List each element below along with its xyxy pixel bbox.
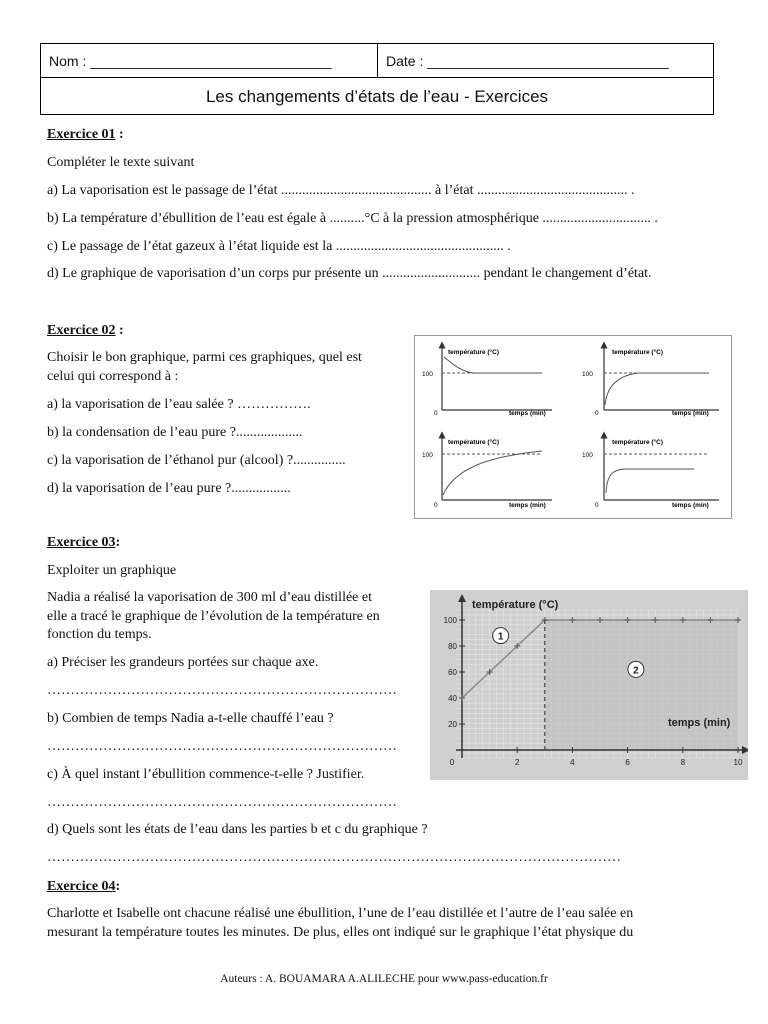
exercise-2-title: Exercice 02 bbox=[47, 323, 116, 338]
x-tick-label: 6 bbox=[625, 758, 630, 767]
panel-border bbox=[415, 336, 732, 519]
exercise-1-d: d) Le graphique de vaporisation d’un corps pur présente un ............................ pendant le changement d’état. bbox=[47, 266, 652, 281]
graph-4-ylabel: température (°C) bbox=[612, 439, 663, 446]
exercise-2-intro-1: Choisir le bon graphique, parmi ces graphiques, quel est bbox=[47, 350, 362, 365]
header-table bbox=[40, 43, 714, 115]
zone-2-shading bbox=[545, 620, 738, 750]
y-tick-label: 20 bbox=[448, 720, 457, 729]
exercise-3-intro: Exploiter un graphique bbox=[47, 563, 177, 578]
exercise-4-heading bbox=[47, 879, 120, 895]
date-field: Date : _______________________________ bbox=[386, 53, 669, 69]
x-tick-label: 8 bbox=[680, 758, 686, 767]
exercise-3-colon: : bbox=[115, 535, 121, 550]
exercise-1-intro: Compléter le texte suivant bbox=[47, 155, 195, 170]
exercise-3-qd-answer: …………………………………………………………………………………………………………… bbox=[47, 850, 621, 865]
graph-4-xlabel: temps (min) bbox=[672, 502, 709, 509]
header-row bbox=[41, 44, 713, 78]
graph-2-100: 100 bbox=[582, 371, 593, 378]
y-tick-label: 80 bbox=[448, 642, 457, 651]
graph-3-zero: 0 bbox=[434, 502, 438, 509]
x-tick-label: 0 bbox=[449, 758, 455, 767]
four-graphs-panel bbox=[414, 335, 732, 519]
graph-2-ylabel: température (°C) bbox=[612, 349, 663, 356]
exercise-3-qa-answer: ………………………………………………………………… bbox=[47, 683, 397, 698]
exercise-4-p1: Charlotte et Isabelle ont chacune réalisé une ébullition, l’une de l’eau distillée et l’autre de l’eau salée en bbox=[47, 906, 634, 921]
exercise-2-a: a) la vaporisation de l’eau salée ? ……………. bbox=[47, 397, 311, 412]
exercise-1-title: Exercice 01 bbox=[47, 127, 116, 142]
annotation-label: 2 bbox=[633, 665, 639, 677]
y-tick-label: 40 bbox=[448, 694, 457, 703]
graph-4-100: 100 bbox=[582, 452, 593, 459]
exercise-3-title: Exercice 03 bbox=[47, 535, 116, 550]
exercise-1-b: b) La température d’ébullition de l’eau est égale à ..........°C à la pression atmosphérique ............................... . bbox=[47, 211, 658, 226]
temperature-chart bbox=[430, 590, 748, 780]
chart-ylabel: température (°C) bbox=[472, 599, 559, 611]
exercise-1-c: c) Le passage de l’état gazeux à l’état liquide est la ................................................ . bbox=[47, 239, 511, 254]
graph-2-zero: 0 bbox=[595, 410, 599, 417]
graph-3-xlabel: temps (min) bbox=[509, 502, 546, 509]
exercise-3-p1: Nadia a réalisé la vaporisation de 300 ml d’eau distillée et bbox=[47, 590, 372, 605]
exercise-3-heading bbox=[47, 535, 120, 551]
exercise-4-title: Exercice 04 bbox=[47, 879, 116, 894]
exercise-2-heading bbox=[47, 323, 124, 339]
graph-4-zero: 0 bbox=[595, 502, 599, 509]
graph-1-100: 100 bbox=[422, 371, 433, 378]
x-tick-label: 10 bbox=[733, 758, 743, 767]
exercise-3-qb-answer: ………………………………………………………………… bbox=[47, 739, 397, 754]
exercise-3-qc: c) À quel instant l’ébullition commence-t-elle ? Justifier. bbox=[47, 767, 365, 782]
exercise-3-p2: elle a tracé le graphique de l’évolution de la température en bbox=[47, 609, 380, 624]
exercise-3-qb: b) Combien de temps Nadia a-t-elle chauffé l’eau ? bbox=[47, 711, 334, 726]
page-title: Les changements d’états de l’eau - Exercices bbox=[205, 87, 549, 106]
exercise-3-qc-answer: ………………………………………………………………… bbox=[47, 795, 397, 810]
graph-3-100: 100 bbox=[422, 452, 433, 459]
exercise-2-b: b) la condensation de l’eau pure ?................... bbox=[47, 425, 303, 440]
x-tick-label: 4 bbox=[570, 758, 575, 767]
exercise-3-p3: fonction du temps. bbox=[47, 627, 152, 642]
graph-1-xlabel: temps (min) bbox=[509, 410, 546, 417]
exercise-3-qa: a) Préciser les grandeurs portées sur chaque axe. bbox=[47, 655, 319, 670]
x-tick-label: 2 bbox=[514, 758, 520, 767]
exercise-3-qd: d) Quels sont les états de l’eau dans les parties b et c du graphique ? bbox=[47, 822, 428, 837]
exercise-2-intro-2: celui qui correspond à : bbox=[47, 369, 179, 384]
exercise-4-p2: mesurant la température toutes les minutes. De plus, elles ont indiqué sur le graphique l’état physique du bbox=[47, 925, 634, 940]
footer-credits: Auteurs : A. BOUAMARA A.ALILECHE pour www.pass-education.fr bbox=[220, 973, 548, 985]
exercise-2-c: c) la vaporisation de l’éthanol pur (alcool) ?............... bbox=[47, 453, 346, 468]
y-tick-label: 100 bbox=[443, 616, 457, 625]
exercise-1-heading bbox=[47, 127, 124, 143]
graph-3-ylabel: température (°C) bbox=[448, 439, 499, 446]
exercise-2-colon: : bbox=[115, 323, 124, 338]
exercise-1-colon: : bbox=[115, 127, 124, 142]
graph-1-ylabel: température (°C) bbox=[448, 349, 499, 356]
exercise-1-a: a) La vaporisation est le passage de l’état ........................................... à l’état ........................................... . bbox=[47, 183, 635, 198]
y-tick-label: 60 bbox=[448, 668, 457, 677]
exercise-2-d: d) la vaporisation de l’eau pure ?................. bbox=[47, 481, 291, 496]
exercise-4-colon: : bbox=[115, 879, 121, 894]
graph-2-xlabel: temps (min) bbox=[672, 410, 709, 417]
name-field: Nom : _______________________________ bbox=[41, 44, 378, 77]
annotation-label: 1 bbox=[497, 631, 504, 643]
chart-xlabel: temps (min) bbox=[668, 717, 731, 729]
graph-1-zero: 0 bbox=[434, 410, 438, 417]
